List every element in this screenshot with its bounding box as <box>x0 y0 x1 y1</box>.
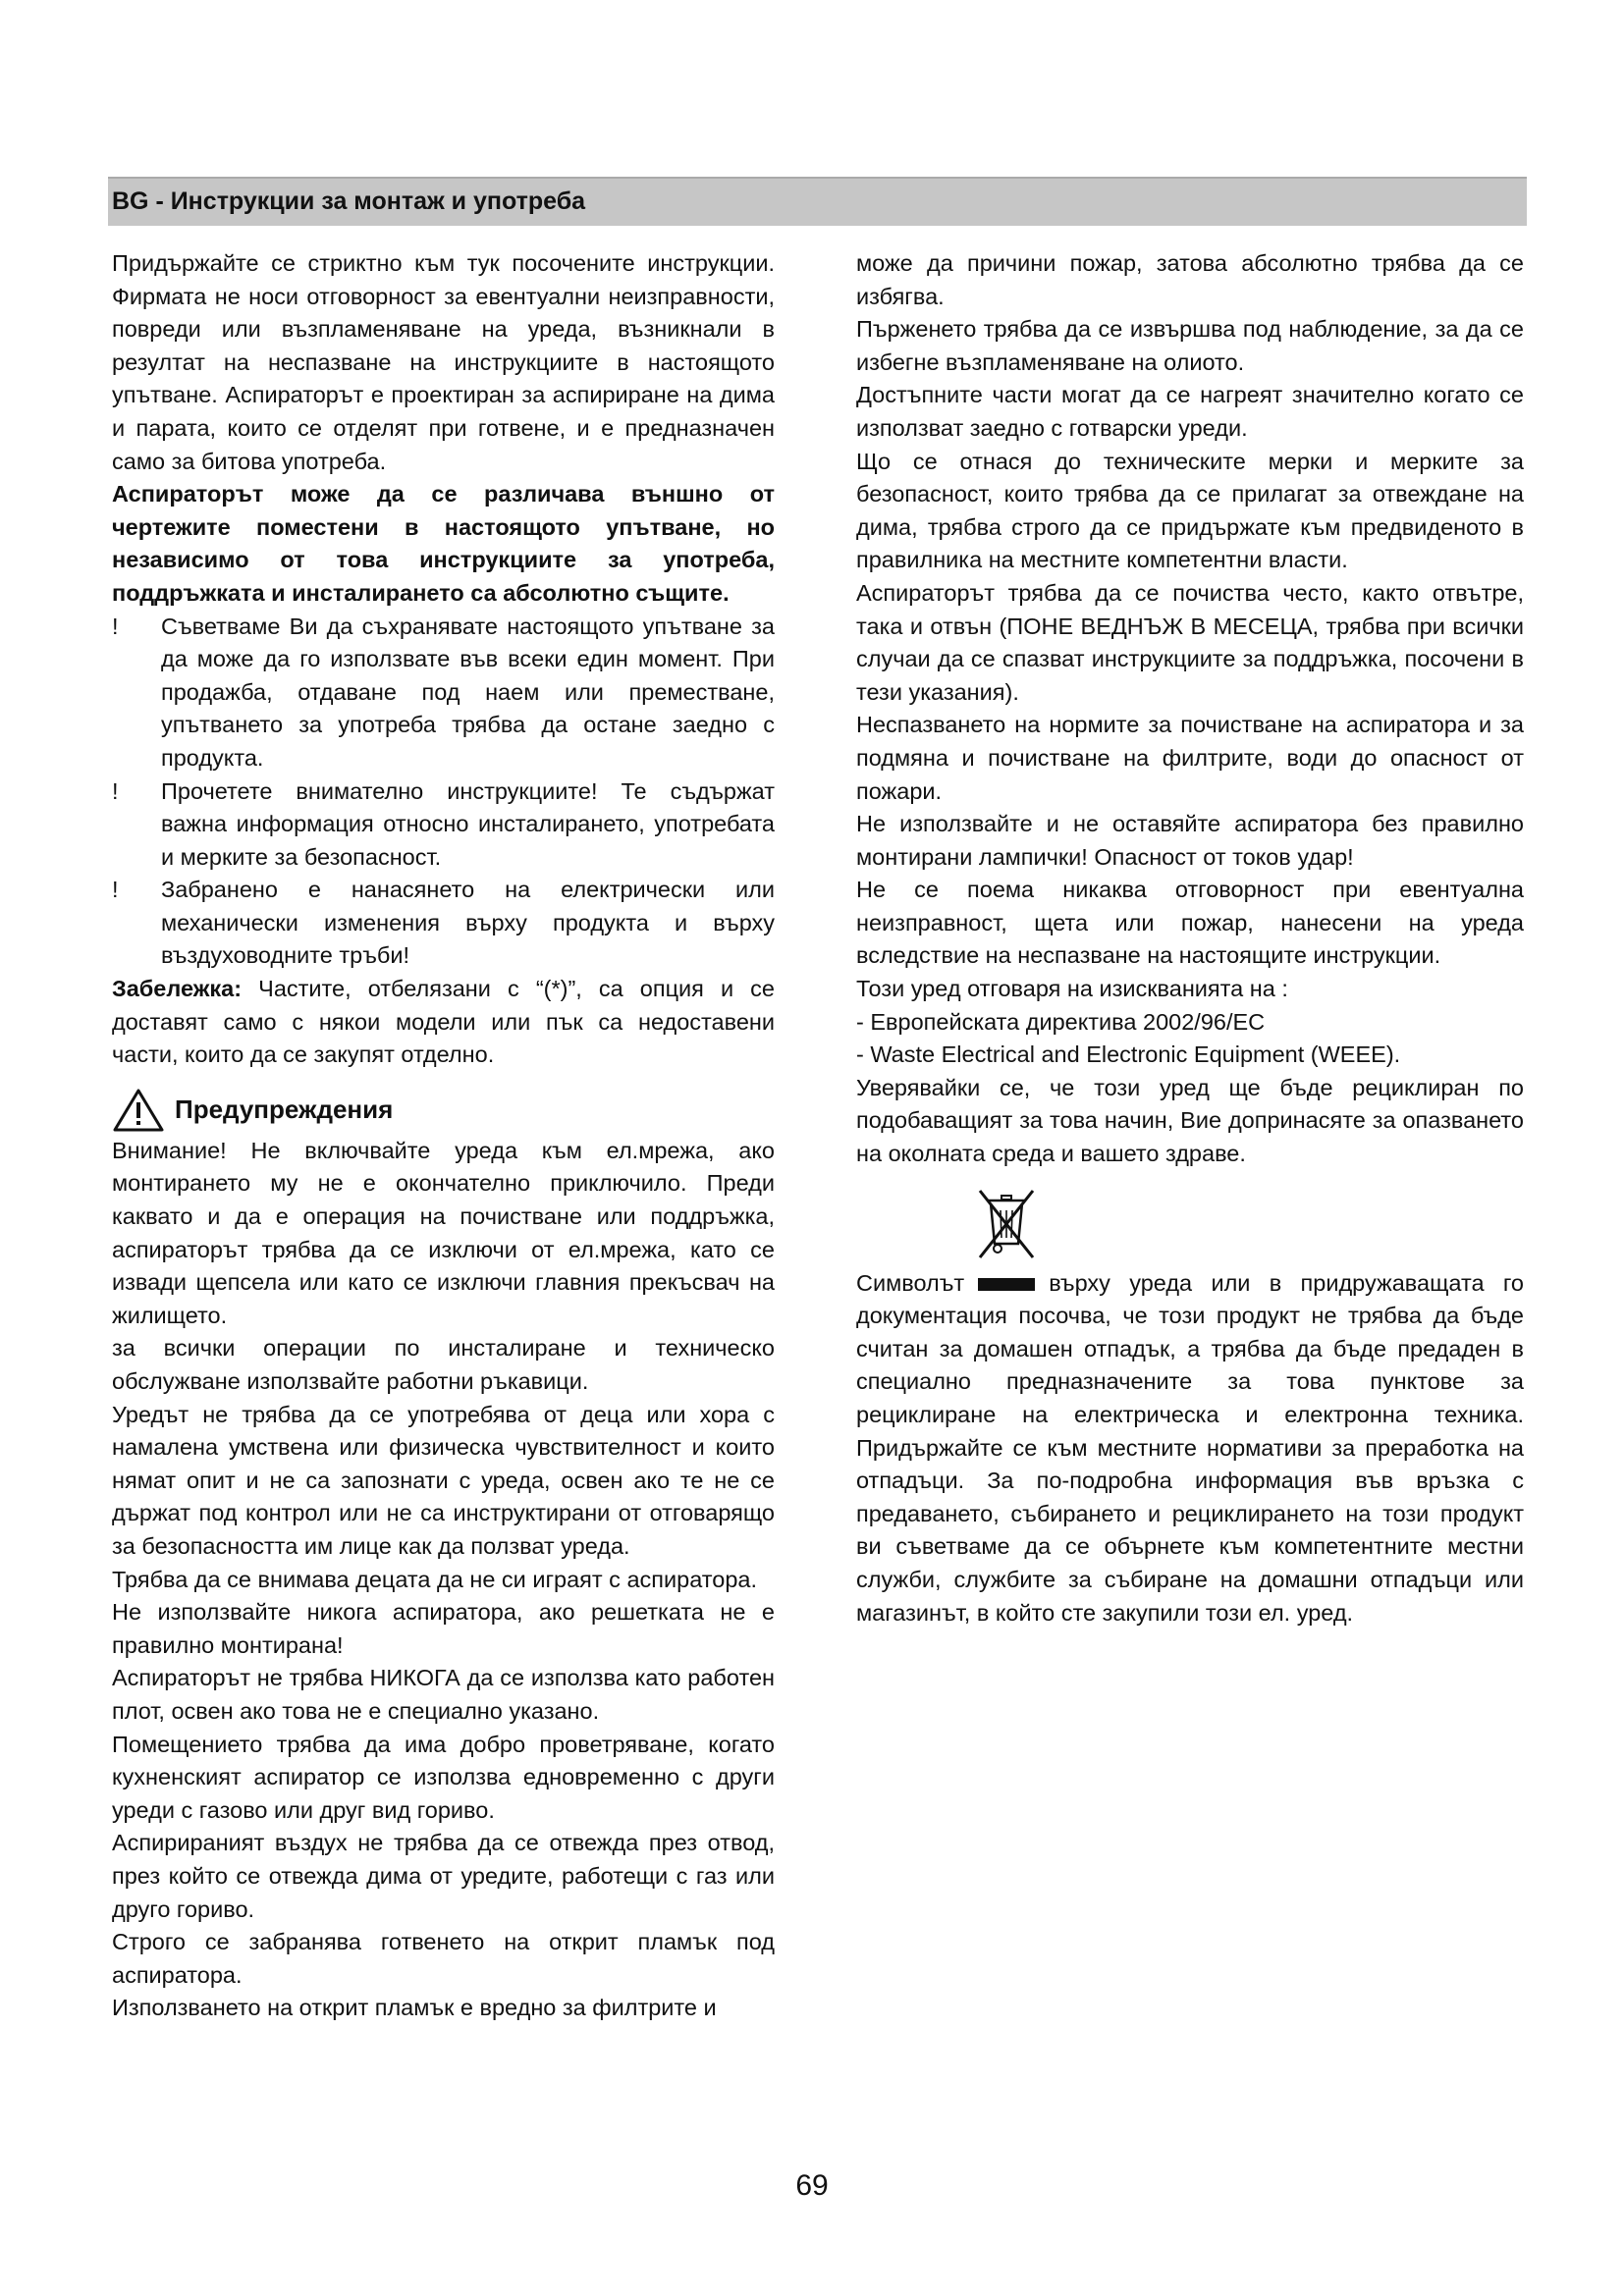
warning-paragraph: Трябва да се внимава децата да не си играят с аспиратора. <box>112 1566 757 1592</box>
warning-paragraph: Аспираторът не трябва НИКОГА да се използва като работен плот, освен ако това не е специално указано. <box>112 1665 775 1724</box>
black-bar-symbol <box>978 1278 1035 1291</box>
note-label: Забележка: <box>112 976 243 1002</box>
warning-triangle-icon <box>112 1088 165 1133</box>
section-title: BG - Инструкции за монтаж и употреба <box>112 187 586 215</box>
symbol-paragraph <box>856 1267 1524 1630</box>
left-column <box>112 247 775 2025</box>
bullet-text: Съветваме Ви да съхранявате настоящото упътване за да може да го използвате във всеки един момент. При продажба, отдаване под наем или преместване, упътването за употреба трябва да остане заедно с продукта. <box>161 613 775 771</box>
bold-notice: Аспираторът може да се различава външно от чертежите поместени в настоящото упътване, но независимо от това инструкциите за употреба, поддръжката и инсталирането са абсолютно същите. <box>112 481 775 606</box>
bullet-item <box>112 611 775 775</box>
text-paragraph: Пърженето трябва да се извършва под наблюдение, за да се избегне възпламеняване на олиото. <box>856 316 1524 375</box>
bullet-item <box>112 775 775 875</box>
note-text: Частите, отбелязани с “(*)”, са опция и се доставят само с някои модели или пък са недоставени части, които да се закупят отделно. <box>112 976 776 1068</box>
text-paragraph: Що се отнася до техническите мерки и мерките за безопасност, които трябва да се прилагат за отвеждане на дима, трябва строго да се придържате към предвиденото в правилника на местните компетентни власти. <box>856 448 1524 573</box>
text-paragraph: Неспазването на нормите за почистване на аспиратора и за подмяна и почистване на филтрите, води до опасност от пожари. <box>856 712 1524 804</box>
symbol-text: върху уреда или в придружаващата го документация посочва, че този продукт не трябва да бъде считан за домашен отпадък, а трябва да бъде предаден в специално предназначените за това пунктове за рециклиране на електрическа и електронна техника. Придържайте се към местните нормативи за преработка на отпадъци. За по-подробна информация във връзка с предаването, събирането и рециклирането на този продукт ви съветваме да се обърнете към компетентните местни служби, службите за събиране на домашни отпадъци или магазинът, в който сте закупили този ел. уред. <box>856 1269 1524 1626</box>
warnings-heading <box>112 1088 775 1133</box>
warning-paragraph: Строго се забранява готвенето на открит пламък под аспиратора. <box>112 1929 775 1988</box>
text-paragraph: Аспираторът трябва да се почиства често, както отвътре, така и отвън (ПОНЕ ВЕДНЪЖ В МЕСЕЦА, трябва при всички случаи да се спазват инструкциите за поддръжка, посочени в тези указания). <box>856 579 1524 705</box>
warning-paragraph: Уредът не трябва да се употребява от деца или хора с намалена умствена или физическа чувствителност и които нямат опит и не са запознати с уреда, освен ако те не се държат под контрол или не са инструктирани от отговарящо за безопасността им лице как да ползват уреда. <box>112 1401 775 1559</box>
page-number: 69 <box>795 2169 829 2202</box>
right-column <box>856 247 1524 1629</box>
note-paragraph <box>112 973 775 1072</box>
text-paragraph: Достъпните части могат да се нагреят значително когато се използват заедно с готварски уреди. <box>856 382 1524 441</box>
warning-paragraph: Използването на открит пламък е вредно за филтрите и <box>112 1995 717 2021</box>
warning-paragraph: Помещението трябва да има добро проветряване, когато кухненският аспиратор се използва едновременно с други уреди с газово или друг вид гориво. <box>112 1731 775 1823</box>
bullet-text: Забранено е нанасянето на електрически или механически изменения върху продукта и върху въздуховодните тръби! <box>161 877 775 969</box>
directive-line: - Waste Electrical and Electronic Equipment (WEEE). <box>856 1041 1401 1068</box>
warning-paragraph: Аспирираният въздух не трябва да се отвежда през отвод, през който се отвежда дима от уредите, работещи с газ или друго гориво. <box>112 1830 775 1922</box>
directive-line: - Европейската директива 2002/96/EC <box>856 1008 1266 1035</box>
text-paragraph: Този уред отговаря на изискванията на : <box>856 976 1288 1002</box>
text-paragraph: Не използвайте и не оставяйте аспиратора без правилно монтирани лампички! Опасност от токов удар! <box>856 811 1524 870</box>
text-paragraph: може да причини пожар, затова абсолютно трябва да се избягва. <box>856 250 1524 309</box>
exclamation-mark: ! <box>112 877 119 903</box>
crossed-out-wheelie-bin-icon <box>974 1185 1039 1261</box>
bullet-text: Прочетете внимателно инструкциите! Те съдържат важна информация относно инсталирането, употребата и мерките за безопасност. <box>161 777 775 870</box>
text-paragraph: Не се поема никаква отговорност при евентуална неизправност, щета или пожар, нанесени на уреда вследствие на неспазване на настоящите инструкции. <box>856 877 1524 969</box>
warning-paragraph: Не използвайте никога аспиратора, ако решетката не е правилно монтирана! <box>112 1599 775 1658</box>
warning-paragraph: за всички операции по инсталиране и техническо обслужване използвайте работни ръкавици. <box>112 1335 775 1394</box>
symbol-prefix: Символът <box>856 1269 965 1296</box>
exclamation-mark: ! <box>112 777 119 804</box>
intro-paragraph: Придържайте се стриктно към тук посочените инструкции. Фирмата не носи отговорност за евентуални неизправности, повреди или възпламеняване на уреда, възникнали в резултат на неспазване на инструкциите в настоящото упътване. Аспираторът е проектиран за аспириране на дима и парата, които се отделят при готвене, и е предназначен само за битова употреба. <box>112 250 775 474</box>
section-header-bar <box>108 177 1527 226</box>
warnings-title: Предупреждения <box>175 1095 394 1125</box>
exclamation-mark: ! <box>112 613 119 639</box>
bullet-item <box>112 874 775 973</box>
warning-paragraph: Внимание! Не включвайте уреда към ел.мрежа, ако монтирането му не е окончателно приключило. Преди каквато и да е операция на почистване или поддръжка, аспираторът трябва да се изключи от ел.мрежа, като се извади щепсела или като се изключи главния прекъсвач на жилището. <box>112 1137 775 1328</box>
text-paragraph: Уверявайки се, че този уред ще бъде рециклиран по подобаващият за това начин, Вие допринасяте за опазването на околната среда и вашето здраве. <box>856 1074 1524 1167</box>
